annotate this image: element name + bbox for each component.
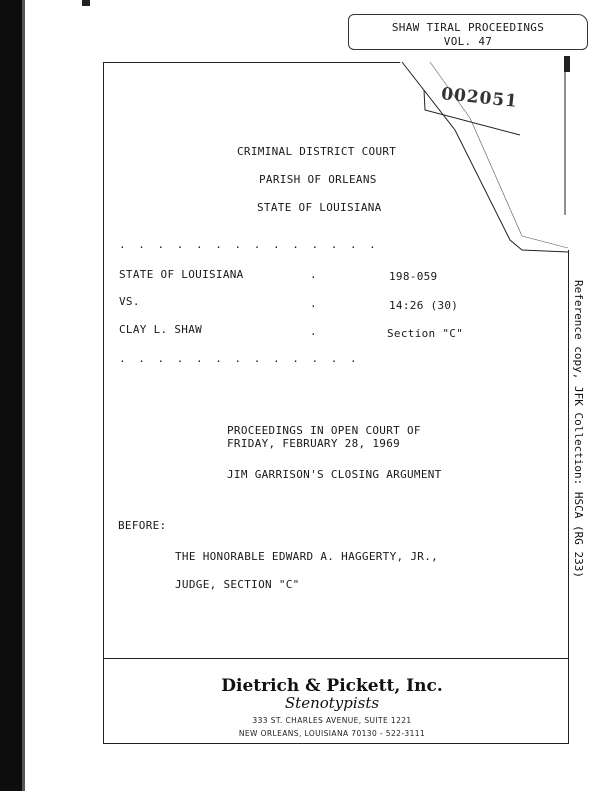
caption-dot: . <box>310 297 317 310</box>
dotted-separator-bottom: . . . . . . . . . . . . . <box>119 352 360 365</box>
judge-title: JUDGE, SECTION "C" <box>175 578 300 591</box>
scan-mark-right <box>564 56 570 72</box>
case-number: 198-059 <box>389 270 438 283</box>
caption-dot: . <box>310 325 317 338</box>
versus: VS. <box>119 295 140 308</box>
plaintiff: STATE OF LOUISIANA <box>119 268 244 281</box>
before-label: BEFORE: <box>118 519 167 532</box>
state-name: STATE OF LOUISIANA <box>257 201 382 214</box>
tab-volume: VOL. 47 <box>443 35 493 48</box>
caption-dot: . <box>310 268 317 281</box>
judge-name: THE HONORABLE EDWARD A. HAGGERTY, JR., <box>175 550 439 563</box>
volume-label-tab <box>348 14 588 50</box>
defendant: CLAY L. SHAW <box>119 323 203 336</box>
statute-number: 14:26 (30) <box>389 299 459 312</box>
footer-divider <box>103 658 568 659</box>
firm-address-city: NEW ORLEANS, LOUISIANA 70130 - 522-3111 <box>238 729 426 738</box>
firm-subtitle: Stenotypists <box>284 694 380 712</box>
document-number-stamp: 002051 <box>440 84 519 112</box>
tab-title: SHAW TIRAL PROCEEDINGS <box>391 21 545 34</box>
section: Section "C" <box>387 327 464 340</box>
court-name: CRIMINAL DISTRICT COURT <box>237 145 397 158</box>
dotted-separator-top: . . . . . . . . . . . . . . <box>119 238 379 251</box>
parish-name: PARISH OF ORLEANS <box>259 173 377 186</box>
proceedings-subject: JIM GARRISON'S CLOSING ARGUMENT <box>227 468 442 481</box>
firm-address-street: 333 ST. CHARLES AVENUE, SUITE 1221 <box>252 716 412 725</box>
proceedings-date: FRIDAY, FEBRUARY 28, 1969 <box>227 437 401 450</box>
firm-name: Dietrich & Pickett, Inc. <box>221 676 443 696</box>
proceedings-title: PROCEEDINGS IN OPEN COURT OF <box>227 424 421 437</box>
archival-reference-stamp: Reference copy, JFK Collection: HSCA (RG 233) <box>572 280 585 579</box>
